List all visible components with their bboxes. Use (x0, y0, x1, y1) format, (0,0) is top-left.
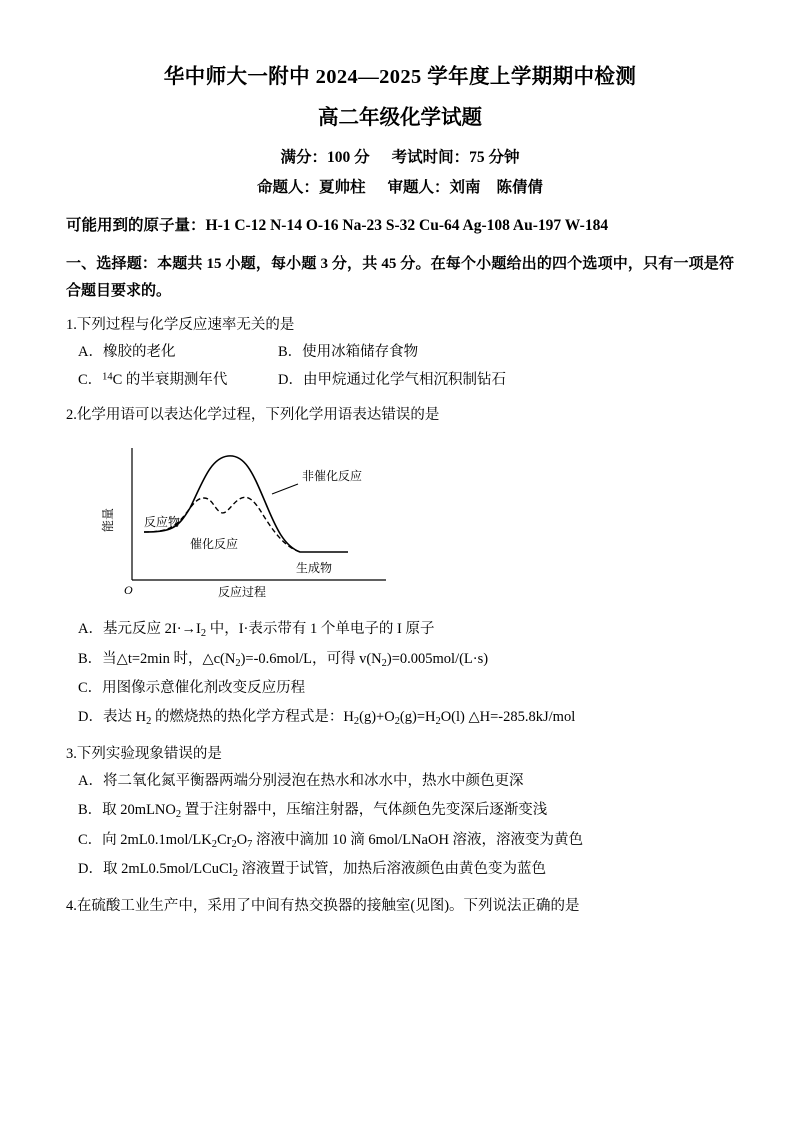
option-line (66, 674, 734, 703)
option-b-text: 使用冰箱储存食物 (302, 343, 419, 360)
catalytic-label: 催化反应 (190, 536, 239, 551)
section-1-title: 一、选择题： (66, 256, 158, 273)
reaction-energy-profile-svg (86, 436, 416, 606)
atomic-weights-label: 可能用到的原子量： (66, 217, 206, 235)
question-4-stem (66, 894, 734, 919)
option-line: B．取 20mLNO$_2$ 置于注射器中，压缩注射器，气体颜色先变深后逐渐变浅 (78, 801, 548, 820)
question-4-text: 在硫酸工业生产中，采用了中间有热交换器的接触室(见图)。下列说法正确的是 (76, 898, 580, 915)
option-c-label: C． (78, 680, 103, 697)
question-1-stem (66, 313, 734, 338)
option-d-label: D． (278, 371, 303, 388)
section-1-heading (66, 251, 734, 304)
option-b-label: B． (78, 801, 103, 818)
exam-meta-authors (66, 176, 734, 201)
question-2-options (66, 615, 734, 733)
atomic-weights (66, 213, 734, 239)
reviewer-label: 审题人：刘南 (387, 179, 481, 197)
setter-label: 命题人：夏帅柱 (256, 179, 366, 197)
option-d-label: D． (78, 709, 103, 726)
option-c-label: C． (78, 831, 103, 848)
option-row (66, 366, 734, 394)
origin-label: O (124, 582, 133, 597)
option-c-label: C． (78, 371, 103, 388)
isotope-superscript: 14 (102, 371, 113, 383)
option-d-text: 由甲烷通过化学气相沉积制钻石 (302, 371, 506, 388)
option-line: C．向 $2mL0.1mol/LK_2Cr_2O_7$ 溶液中滴加 10 滴 6mol/LNaOH 溶液，溶液变为黄色 (78, 831, 584, 850)
question-3-options (66, 767, 734, 885)
option-line: D．取 2mL0.5mol/LCuCl$_2$ 溶液置于试管，加热后溶液颜色由黄色变为蓝色 (78, 861, 547, 880)
option-b-label: B． (278, 343, 303, 360)
y-axis-label: 能量 (101, 507, 115, 532)
page-title: 华中师大一附中 2024—2025 学年度上学期期中检测 (163, 66, 637, 88)
option-b (278, 338, 418, 366)
x-axis-label: 反应过程 (218, 584, 267, 599)
question-1-number: 1. (66, 316, 77, 333)
option-a-text: 橡胶的老化 (102, 343, 176, 360)
question-4-number: 4. (66, 898, 77, 915)
question-3-text: 下列实验现象错误的是 (76, 746, 222, 763)
option-a-label: A． (78, 343, 103, 360)
option-a-text: 将二氧化氮平衡器两端分别浸泡在热水和冰水中，热水中颜色更深 (102, 772, 524, 789)
option-line (66, 767, 734, 796)
option-a (78, 338, 278, 366)
question-3-stem (66, 742, 734, 767)
question-2-text: 化学用语可以表达化学过程，下列化学用语表达错误的是 (76, 407, 440, 424)
energy-diagram-figure (66, 436, 734, 611)
option-line: A．基元反应 $2I\cdot\to I_2$ 中，I·表示带有 1 个单电子的 I 原子 (78, 620, 435, 639)
atomic-weights-values: H-1 C-12 N-14 O-16 Na-23 S-32 Cu-64 Ag-108 Au-197 W-184 (205, 217, 609, 235)
option-b-label: B． (78, 650, 103, 667)
question-1-text: 下列过程与化学反应速率无关的是 (76, 316, 295, 333)
exam-meta-score-time (66, 146, 734, 171)
option-c: C．$^{14}$C 的半衰期测年代 (78, 371, 228, 388)
option-row (66, 338, 734, 366)
question-2-number: 2. (66, 407, 77, 424)
question-2-stem (66, 403, 734, 428)
time-label: 考试时间：75 分钟 (391, 148, 520, 166)
reactant-label: 反应物 (144, 514, 181, 529)
option-a-label: A． (78, 620, 103, 637)
option-line: B．当△t=2min 时，$\triangle c(N_2)=-0.6mol/L$，可得 $v(N_2)=0.005mol/(L\cdot s)$ (78, 650, 489, 669)
score-label: 满分：100 分 (280, 148, 370, 166)
product-label: 生成物 (296, 560, 333, 575)
reviewer2-label: 陈倩倩 (496, 179, 544, 197)
option-d (278, 366, 506, 394)
option-d-label: D． (78, 861, 103, 878)
section-1-desc: 本题共 15 小题，每小题 3 分，共 45 分。在每个小题给出的四个选项中，只有一项是符合题目要求的。 (66, 256, 734, 299)
exam-subtitle: 高二年级化学试题 (318, 106, 482, 129)
question-3-number: 3. (66, 746, 77, 763)
non-catalytic-label: 非催化反应 (302, 468, 363, 483)
question-1-options (66, 338, 734, 395)
option-line: D．表达 $H_2$ 的燃烧热的热化学方程式是：$H_2(g)+O_2(g)=H_2O(l)$ △H=-285.8kJ/mol (78, 709, 576, 728)
option-a-label: A． (78, 772, 103, 789)
option-c-text: 用图像示意催化剂改变反应历程 (102, 680, 306, 697)
